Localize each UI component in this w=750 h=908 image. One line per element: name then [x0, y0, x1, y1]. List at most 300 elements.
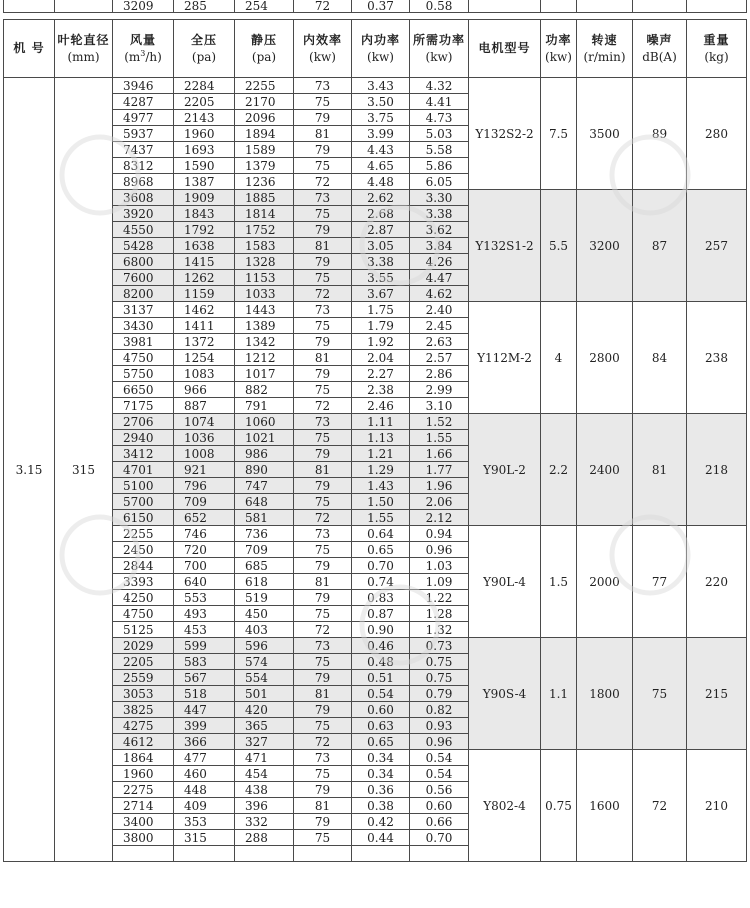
- cell-air-volume: 5750: [113, 366, 174, 382]
- table-row: [4, 750, 747, 766]
- cell-internal-power: 0.70: [352, 558, 410, 574]
- cell-total-pressure: 1638: [174, 238, 235, 254]
- cell-static-pressure: 1021: [235, 430, 294, 446]
- cell-static-pressure: 420: [235, 702, 294, 718]
- cell-internal-power: 2.46: [352, 398, 410, 414]
- cell-internal-power: 0.38: [352, 798, 410, 814]
- cell-internal-power: 2.68: [352, 206, 410, 222]
- cell-required-power: 1.09: [410, 574, 469, 590]
- cell-static-pressure: 986: [235, 446, 294, 462]
- cell-air-volume: 2255: [113, 526, 174, 542]
- cell-required-power: 0.75: [410, 654, 469, 670]
- cell-required-power: 2.63: [410, 334, 469, 350]
- cell-required-power: 6.05: [410, 174, 469, 190]
- cell-static-pressure: 454: [235, 766, 294, 782]
- fan-performance-sheet: [3, 0, 747, 908]
- cell-required-power: 2.12: [410, 510, 469, 526]
- cell-required-power: 1.28: [410, 606, 469, 622]
- cell-internal-power: 4.65: [352, 158, 410, 174]
- cell-air-volume: 5125: [113, 622, 174, 638]
- cell-static-pressure: 501: [235, 686, 294, 702]
- motor-model-cell: Y112M-2: [469, 302, 541, 414]
- cell-internal-efficiency: 75: [294, 718, 352, 734]
- motor-power-cell: 7.5: [541, 78, 577, 190]
- table-row: [4, 638, 747, 654]
- cell-required-power: 0.94: [410, 526, 469, 542]
- cell-required-power: 2.99: [410, 382, 469, 398]
- motor-power-cell: 1.5: [541, 526, 577, 638]
- cell-total-pressure: 2205: [174, 94, 235, 110]
- cell-internal-efficiency: 75: [294, 382, 352, 398]
- table-row: [4, 78, 747, 94]
- cell-total-pressure: 1372: [174, 334, 235, 350]
- cell-internal-efficiency: 75: [294, 94, 352, 110]
- cell-required-power: 1.32: [410, 622, 469, 638]
- cell-internal-power: 1.11: [352, 414, 410, 430]
- cell-static-pressure: 1389: [235, 318, 294, 334]
- speed-cell: 3500: [577, 78, 633, 190]
- cell-static-pressure: 574: [235, 654, 294, 670]
- cell-air-volume: 5937: [113, 126, 174, 142]
- cell-total-pressure: 518: [174, 686, 235, 702]
- cell-total-pressure: 796: [174, 478, 235, 494]
- cell-internal-efficiency: 75: [294, 270, 352, 286]
- cell-internal-efficiency: 72: [294, 286, 352, 302]
- cell-static-pressure: 1017: [235, 366, 294, 382]
- cell-internal-efficiency: 81: [294, 462, 352, 478]
- cell-static-pressure: 709: [235, 542, 294, 558]
- cell-internal-efficiency: 72: [294, 510, 352, 526]
- cell-internal-efficiency: 81: [294, 686, 352, 702]
- cell-total-pressure: 477: [174, 750, 235, 766]
- cell-static-pressure: 1342: [235, 334, 294, 350]
- cell-static-pressure: 618: [235, 574, 294, 590]
- cell-static-pressure: 648: [235, 494, 294, 510]
- cell-internal-power: 4.48: [352, 174, 410, 190]
- cell-total-pressure: 1415: [174, 254, 235, 270]
- cell-required-power: 0.60: [410, 798, 469, 814]
- weight-cell: 238: [687, 302, 747, 414]
- cell-internal-efficiency: 79: [294, 478, 352, 494]
- header-impeller-diameter: 叶轮直径 (mm): [55, 20, 113, 78]
- cell-air-volume: 3920: [113, 206, 174, 222]
- cell-internal-power: 0.51: [352, 670, 410, 686]
- cell-total-pressure: 966: [174, 382, 235, 398]
- cell-total-pressure: 409: [174, 798, 235, 814]
- cell-internal-efficiency: 79: [294, 702, 352, 718]
- cell-static-pressure: 1583: [235, 238, 294, 254]
- cell-internal-power: 1.29: [352, 462, 410, 478]
- previous-table-tail-row: [4, 0, 747, 13]
- cell-total-pressure: 353: [174, 814, 235, 830]
- cell-static-pressure: 288: [235, 830, 294, 846]
- cell-required-power: 3.10: [410, 398, 469, 414]
- cell-static-pressure: 450: [235, 606, 294, 622]
- cell-total-pressure: 1074: [174, 414, 235, 430]
- cell-internal-efficiency: 73: [294, 302, 352, 318]
- cell-total-pressure: 2143: [174, 110, 235, 126]
- motor-model-cell: Y132S2-2: [469, 78, 541, 190]
- cell-internal-power: 1.79: [352, 318, 410, 334]
- cell-internal-efficiency: 73: [294, 78, 352, 94]
- cell-internal-efficiency: 79: [294, 814, 352, 830]
- speed-cell: 2400: [577, 414, 633, 526]
- cell-internal-power: 0.37: [352, 0, 410, 13]
- cell-internal-power: 1.43: [352, 478, 410, 494]
- cell-static-pressure: 2255: [235, 78, 294, 94]
- cell-static-pressure: 1236: [235, 174, 294, 190]
- cell-internal-power: 0.90: [352, 622, 410, 638]
- cell-internal-power: 0.48: [352, 654, 410, 670]
- cell-internal-efficiency: 79: [294, 782, 352, 798]
- cell-total-pressure: 366: [174, 734, 235, 750]
- cell-air-volume: 1864: [113, 750, 174, 766]
- cell-total-pressure: 1462: [174, 302, 235, 318]
- cell-total-pressure: 887: [174, 398, 235, 414]
- cell-required-power: 5.03: [410, 126, 469, 142]
- cell-required-power: 3.38: [410, 206, 469, 222]
- cell-required-power: [410, 846, 469, 862]
- cell-required-power: 3.62: [410, 222, 469, 238]
- cell-total-pressure: 567: [174, 670, 235, 686]
- cell-required-power: 5.86: [410, 158, 469, 174]
- cell-internal-power: 3.05: [352, 238, 410, 254]
- cell-required-power: 2.86: [410, 366, 469, 382]
- motor-model-cell: Y802-4: [469, 750, 541, 862]
- cell-air-volume: 3053: [113, 686, 174, 702]
- cell-internal-efficiency: 75: [294, 158, 352, 174]
- cell-internal-power: 0.36: [352, 782, 410, 798]
- cell-static-pressure: 596: [235, 638, 294, 654]
- cell-internal-power: 3.55: [352, 270, 410, 286]
- cell-internal-efficiency: 75: [294, 494, 352, 510]
- cell-total-pressure: 1387: [174, 174, 235, 190]
- cell-required-power: 1.52: [410, 414, 469, 430]
- weight-cell: 280: [687, 78, 747, 190]
- cell-air-volume: 6650: [113, 382, 174, 398]
- cell-static-pressure: 254: [235, 0, 294, 13]
- cell-air-volume: 8312: [113, 158, 174, 174]
- cell-air-volume: 2205: [113, 654, 174, 670]
- cell-air-volume: 7175: [113, 398, 174, 414]
- cell-internal-power: 0.44: [352, 830, 410, 846]
- cell-static-pressure: 1752: [235, 222, 294, 238]
- cell-internal-efficiency: 79: [294, 334, 352, 350]
- motor-model-cell: Y90S-4: [469, 638, 541, 750]
- noise-cell: 87: [633, 190, 687, 302]
- cell-internal-efficiency: 75: [294, 542, 352, 558]
- cell-internal-efficiency: 73: [294, 750, 352, 766]
- cell-required-power: 1.96: [410, 478, 469, 494]
- cell-required-power: 0.82: [410, 702, 469, 718]
- cell-internal-power: 3.99: [352, 126, 410, 142]
- cell-static-pressure: 1894: [235, 126, 294, 142]
- cell-static-pressure: 365: [235, 718, 294, 734]
- fan-performance-table: [3, 0, 747, 862]
- cell-total-pressure: 460: [174, 766, 235, 782]
- cell-air-volume: 2450: [113, 542, 174, 558]
- cell-air-volume: 2940: [113, 430, 174, 446]
- motor-power-cell: 5.5: [541, 190, 577, 302]
- cell-total-pressure: 583: [174, 654, 235, 670]
- cell-air-volume: 3400: [113, 814, 174, 830]
- cell-total-pressure: 399: [174, 718, 235, 734]
- speed-cell: 2800: [577, 302, 633, 414]
- cell-air-volume: 3800: [113, 830, 174, 846]
- cell-air-volume: 3825: [113, 702, 174, 718]
- cell-internal-efficiency: 72: [294, 0, 352, 13]
- cell-static-pressure: 736: [235, 526, 294, 542]
- cell-static-pressure: 685: [235, 558, 294, 574]
- cell-internal-power: 1.75: [352, 302, 410, 318]
- noise-cell: 77: [633, 526, 687, 638]
- cell-total-pressure: 1254: [174, 350, 235, 366]
- motor-model-cell: Y90L-4: [469, 526, 541, 638]
- cell-required-power: 3.84: [410, 238, 469, 254]
- cell-static-pressure: 1033: [235, 286, 294, 302]
- cell-air-volume: 2706: [113, 414, 174, 430]
- cell-total-pressure: 1843: [174, 206, 235, 222]
- cell-air-volume: [113, 846, 174, 862]
- cell-internal-efficiency: 79: [294, 590, 352, 606]
- cell-air-volume: 3981: [113, 334, 174, 350]
- cell-required-power: 1.03: [410, 558, 469, 574]
- cell-required-power: 0.58: [410, 0, 469, 13]
- weight-cell: 210: [687, 750, 747, 862]
- cell-air-volume: 3209: [113, 0, 174, 13]
- cell-required-power: 3.30: [410, 190, 469, 206]
- cell-static-pressure: 882: [235, 382, 294, 398]
- cell-internal-efficiency: 81: [294, 238, 352, 254]
- cell-total-pressure: 1083: [174, 366, 235, 382]
- cell-total-pressure: 447: [174, 702, 235, 718]
- cell-required-power: 0.79: [410, 686, 469, 702]
- cell-required-power: 0.93: [410, 718, 469, 734]
- motor-power-cell: 0.75: [541, 750, 577, 862]
- motor-power-cell: 2.2: [541, 414, 577, 526]
- cell-internal-efficiency: 72: [294, 174, 352, 190]
- cell-required-power: 0.54: [410, 766, 469, 782]
- cell-air-volume: 6150: [113, 510, 174, 526]
- cell-internal-efficiency: 75: [294, 654, 352, 670]
- cell-internal-power: [352, 846, 410, 862]
- cell-air-volume: 6800: [113, 254, 174, 270]
- cell-required-power: 4.26: [410, 254, 469, 270]
- cell-total-pressure: 1262: [174, 270, 235, 286]
- cell-static-pressure: 1885: [235, 190, 294, 206]
- header-weight: 重量 (kg): [687, 20, 747, 78]
- cell-air-volume: 7437: [113, 142, 174, 158]
- cell-internal-efficiency: 79: [294, 670, 352, 686]
- cell-static-pressure: 396: [235, 798, 294, 814]
- header-motor-model: 电机型号: [469, 20, 541, 78]
- weight-cell: 218: [687, 414, 747, 526]
- cell-required-power: 0.75: [410, 670, 469, 686]
- cell-internal-efficiency: 79: [294, 222, 352, 238]
- cell-air-volume: 3430: [113, 318, 174, 334]
- cell-air-volume: 2559: [113, 670, 174, 686]
- cell-internal-power: 0.42: [352, 814, 410, 830]
- cell-static-pressure: 1060: [235, 414, 294, 430]
- cell-required-power: 4.41: [410, 94, 469, 110]
- table-row: [4, 526, 747, 542]
- cell-internal-power: 0.87: [352, 606, 410, 622]
- cell-static-pressure: 1814: [235, 206, 294, 222]
- header-speed: 转速 (r/min): [577, 20, 633, 78]
- cell-total-pressure: 921: [174, 462, 235, 478]
- cell-internal-efficiency: 72: [294, 622, 352, 638]
- cell-total-pressure: 652: [174, 510, 235, 526]
- cell-total-pressure: 709: [174, 494, 235, 510]
- cell-internal-efficiency: 75: [294, 606, 352, 622]
- cell-static-pressure: 554: [235, 670, 294, 686]
- cell-internal-power: 3.50: [352, 94, 410, 110]
- speed-cell: 1800: [577, 638, 633, 750]
- header-air-volume: 风量 $(m^3/h)$: [113, 20, 174, 78]
- cell-static-pressure: 1328: [235, 254, 294, 270]
- cell-air-volume: 2844: [113, 558, 174, 574]
- cell-air-volume: 4701: [113, 462, 174, 478]
- impeller-diameter-cell: 315: [55, 78, 113, 862]
- cell-total-pressure: 453: [174, 622, 235, 638]
- cell-static-pressure: 332: [235, 814, 294, 830]
- cell-internal-power: 3.38: [352, 254, 410, 270]
- cell-total-pressure: 599: [174, 638, 235, 654]
- cell-required-power: 1.77: [410, 462, 469, 478]
- cell-required-power: 1.22: [410, 590, 469, 606]
- cell-air-volume: 3137: [113, 302, 174, 318]
- cell-internal-efficiency: 75: [294, 206, 352, 222]
- cell-internal-efficiency: 75: [294, 318, 352, 334]
- table-header-row: [4, 20, 747, 78]
- weight-cell: 220: [687, 526, 747, 638]
- cell-air-volume: 3412: [113, 446, 174, 462]
- cell-internal-power: 0.64: [352, 526, 410, 542]
- cell-internal-efficiency: 73: [294, 638, 352, 654]
- table-row: [4, 302, 747, 318]
- cell-total-pressure: 700: [174, 558, 235, 574]
- noise-cell: 72: [633, 750, 687, 862]
- cell-internal-power: 1.21: [352, 446, 410, 462]
- cell-required-power: 0.54: [410, 750, 469, 766]
- cell-air-volume: 8200: [113, 286, 174, 302]
- cell-static-pressure: 471: [235, 750, 294, 766]
- weight-cell: 257: [687, 190, 747, 302]
- cell-internal-power: 3.75: [352, 110, 410, 126]
- header-machine-no: 机 号: [4, 20, 55, 78]
- header-total-pressure: 全压 (pa): [174, 20, 235, 78]
- cell-total-pressure: 2284: [174, 78, 235, 94]
- cell-static-pressure: 327: [235, 734, 294, 750]
- cell-total-pressure: [174, 846, 235, 862]
- cell-air-volume: 3946: [113, 78, 174, 94]
- cell-air-volume: 8968: [113, 174, 174, 190]
- cell-internal-efficiency: 72: [294, 734, 352, 750]
- cell-internal-power: 1.92: [352, 334, 410, 350]
- cell-internal-power: 0.63: [352, 718, 410, 734]
- cell-static-pressure: 1212: [235, 350, 294, 366]
- cell-total-pressure: 285: [174, 0, 235, 13]
- cell-internal-power: 0.65: [352, 542, 410, 558]
- cell-total-pressure: 315: [174, 830, 235, 846]
- cell-total-pressure: 720: [174, 542, 235, 558]
- cell-static-pressure: 581: [235, 510, 294, 526]
- cell-required-power: 2.45: [410, 318, 469, 334]
- header-power: 功率 (kw): [541, 20, 577, 78]
- cell-required-power: 0.96: [410, 734, 469, 750]
- cell-required-power: 0.73: [410, 638, 469, 654]
- noise-cell: 84: [633, 302, 687, 414]
- cell-required-power: 5.58: [410, 142, 469, 158]
- cell-internal-power: 3.67: [352, 286, 410, 302]
- cell-required-power: 1.55: [410, 430, 469, 446]
- cell-internal-efficiency: 75: [294, 430, 352, 446]
- cell-internal-power: 0.60: [352, 702, 410, 718]
- cell-air-volume: 3393: [113, 574, 174, 590]
- cell-static-pressure: 1589: [235, 142, 294, 158]
- cell-internal-power: 1.55: [352, 510, 410, 526]
- cell-internal-power: 2.62: [352, 190, 410, 206]
- cell-internal-efficiency: 73: [294, 190, 352, 206]
- cell-required-power: 0.56: [410, 782, 469, 798]
- cell-air-volume: 4750: [113, 350, 174, 366]
- cell-air-volume: 4250: [113, 590, 174, 606]
- cell-required-power: 1.66: [410, 446, 469, 462]
- header-internal-power: 内功率 (kw): [352, 20, 410, 78]
- cell-internal-power: 0.34: [352, 766, 410, 782]
- cell-air-volume: 4287: [113, 94, 174, 110]
- cell-air-volume: 5700: [113, 494, 174, 510]
- cell-required-power: 0.70: [410, 830, 469, 846]
- cell-internal-efficiency: 81: [294, 126, 352, 142]
- cell-static-pressure: 403: [235, 622, 294, 638]
- cell-internal-efficiency: 79: [294, 142, 352, 158]
- speed-cell: 3200: [577, 190, 633, 302]
- noise-cell: 75: [633, 638, 687, 750]
- cell-static-pressure: 438: [235, 782, 294, 798]
- cell-air-volume: 7600: [113, 270, 174, 286]
- cell-internal-power: 0.46: [352, 638, 410, 654]
- cell-internal-power: 1.13: [352, 430, 410, 446]
- cell-static-pressure: 791: [235, 398, 294, 414]
- cell-internal-power: 2.27: [352, 366, 410, 382]
- cell-total-pressure: 1159: [174, 286, 235, 302]
- cell-internal-power: 0.74: [352, 574, 410, 590]
- cell-internal-efficiency: 81: [294, 798, 352, 814]
- cell-static-pressure: 2170: [235, 94, 294, 110]
- cell-internal-power: 0.54: [352, 686, 410, 702]
- cell-internal-power: 0.83: [352, 590, 410, 606]
- cell-static-pressure: [235, 846, 294, 862]
- cell-air-volume: 5100: [113, 478, 174, 494]
- weight-cell: 215: [687, 638, 747, 750]
- cell-internal-power: 1.50: [352, 494, 410, 510]
- header-internal-efficiency: 内效率 (kw): [294, 20, 352, 78]
- cell-static-pressure: 519: [235, 590, 294, 606]
- cell-air-volume: 5428: [113, 238, 174, 254]
- cell-required-power: 4.73: [410, 110, 469, 126]
- motor-power-cell: 1.1: [541, 638, 577, 750]
- cell-air-volume: 2714: [113, 798, 174, 814]
- table-row: [4, 190, 747, 206]
- cell-total-pressure: 493: [174, 606, 235, 622]
- cell-air-volume: 4750: [113, 606, 174, 622]
- cell-static-pressure: 1379: [235, 158, 294, 174]
- cell-required-power: 2.57: [410, 350, 469, 366]
- cell-total-pressure: 1036: [174, 430, 235, 446]
- cell-air-volume: 4977: [113, 110, 174, 126]
- cell-required-power: 0.96: [410, 542, 469, 558]
